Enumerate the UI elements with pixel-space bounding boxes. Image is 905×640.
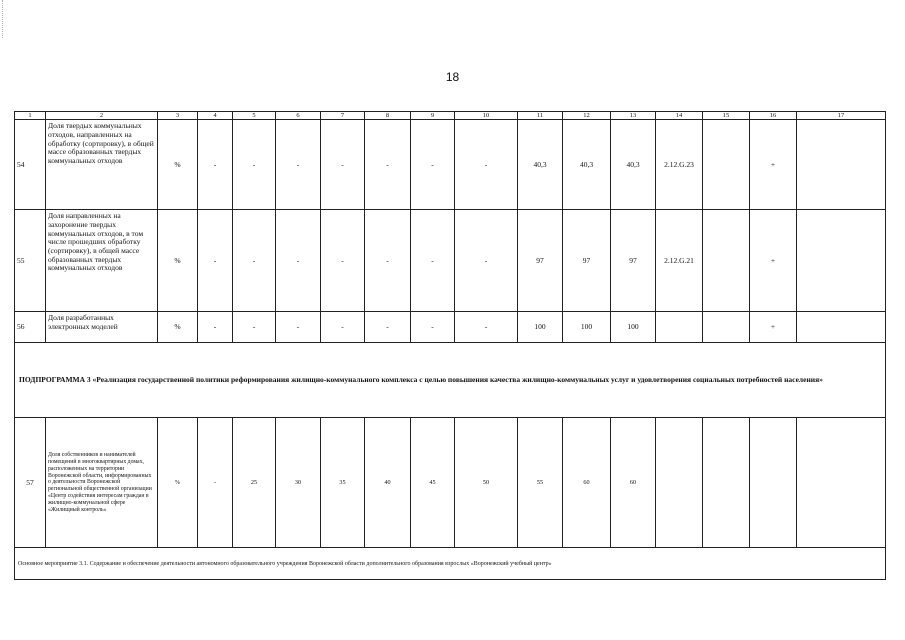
value-cell: -: [276, 120, 321, 210]
value-cell: -: [233, 120, 276, 210]
value-cell: 100: [518, 312, 563, 343]
row-number: 57: [15, 418, 46, 548]
value-cell: 30: [276, 418, 321, 548]
value-cell: 50: [455, 418, 518, 548]
row-number: 55: [15, 210, 46, 312]
value-cell: [703, 120, 750, 210]
header-cell: 4: [198, 112, 233, 120]
page-number: 18: [445, 70, 460, 84]
table-row: [15, 418, 886, 548]
value-cell: -: [233, 210, 276, 312]
header-cell: 7: [321, 112, 365, 120]
header-cell: 1: [15, 112, 46, 120]
unit-cell: %: [158, 120, 198, 210]
subprogram-title: ПОДПРОГРАММА 3 «Реализация государственной политики реформирования жилищно-коммунального комплекса с целью повышения качества жилищно-коммунальных услуг и удовлетворения социальных потребностей населения»: [15, 343, 886, 418]
main-event-text: Основное мероприятие 3.1. Содержание и обеспечение деятельности автономного образовательного учреждения Воронежской области дополнительного образования взрослых «Воронежский учебный центр»: [15, 548, 886, 580]
value-cell: 45: [411, 418, 455, 548]
header-cell: 14: [656, 112, 703, 120]
mark-cell: +: [750, 120, 797, 210]
table-row: [15, 210, 886, 312]
header-cell: 6: [276, 112, 321, 120]
value-cell: [703, 312, 750, 343]
value-cell: 100: [563, 312, 611, 343]
row-number: 56: [15, 312, 46, 343]
value-cell: -: [276, 210, 321, 312]
header-row: [15, 112, 886, 120]
mark-cell: [750, 418, 797, 548]
value-cell: [797, 120, 886, 210]
subprogram-row: [15, 343, 886, 418]
value-cell: -: [365, 312, 411, 343]
table-row: [15, 120, 886, 210]
value-cell: [703, 418, 750, 548]
value-cell: -: [365, 210, 411, 312]
value-cell: 40: [365, 418, 411, 548]
header-cell: 15: [703, 112, 750, 120]
mark-cell: +: [750, 210, 797, 312]
value-cell: 97: [611, 210, 656, 312]
value-cell: -: [276, 312, 321, 343]
value-cell: 60: [563, 418, 611, 548]
value-cell: [797, 312, 886, 343]
value-cell: -: [365, 120, 411, 210]
value-cell: 60: [611, 418, 656, 548]
value-cell: 40,3: [518, 120, 563, 210]
value-cell: [797, 210, 886, 312]
header-cell: 10: [455, 112, 518, 120]
value-cell: 97: [518, 210, 563, 312]
indicator-description: Доля твердых коммунальных отходов, направленных на обработку (сортировку), в общей массе образованных твердых коммунальных отходов: [46, 120, 158, 210]
value-cell: 97: [563, 210, 611, 312]
value-cell: -: [233, 312, 276, 343]
value-cell: -: [455, 120, 518, 210]
value-cell: -: [411, 210, 455, 312]
value-cell: 40,3: [563, 120, 611, 210]
header-cell: 13: [611, 112, 656, 120]
main-event-row: [15, 548, 886, 580]
header-cell: 5: [233, 112, 276, 120]
header-cell: 12: [563, 112, 611, 120]
header-cell: 3: [158, 112, 198, 120]
value-cell: -: [321, 120, 365, 210]
code-cell: 2.12.G.23: [656, 120, 703, 210]
header-cell: 2: [46, 112, 158, 120]
indicator-description: Доля направленных на захоронение твердых коммунальных отходов, в том числе прошедших обработку (сортировку), в общей массе образованных твердых коммунальных отходов: [46, 210, 158, 312]
value-cell: -: [455, 210, 518, 312]
value-cell: [703, 210, 750, 312]
value-cell: -: [198, 312, 233, 343]
scan-edge-mark: [2, 0, 4, 38]
value-cell: -: [198, 120, 233, 210]
value-cell: 25: [233, 418, 276, 548]
row-number: 54: [15, 120, 46, 210]
header-cell: 16: [750, 112, 797, 120]
value-cell: -: [198, 210, 233, 312]
mark-cell: +: [750, 312, 797, 343]
indicator-description: Доля собственников и нанимателей помещений в многоквартирных домах, расположенных на территории Воронежской области, информированных о деятельности Воронежской региональной общественной организации «Центр содействия интересам граждан в жилищно-коммунальной сфере «Жилищный контроль»: [46, 418, 158, 548]
value-cell: 55: [518, 418, 563, 548]
unit-cell: %: [158, 418, 198, 548]
code-cell: [656, 418, 703, 548]
header-cell: 8: [365, 112, 411, 120]
value-cell: 100: [611, 312, 656, 343]
table-row: [15, 312, 886, 343]
value-cell: -: [411, 120, 455, 210]
indicators-table: [14, 111, 886, 580]
code-cell: [656, 312, 703, 343]
value-cell: -: [198, 418, 233, 548]
value-cell: -: [455, 312, 518, 343]
header-cell: 9: [411, 112, 455, 120]
header-cell: 17: [797, 112, 886, 120]
value-cell: 40,3: [611, 120, 656, 210]
code-cell: 2.12.G.21: [656, 210, 703, 312]
value-cell: -: [321, 210, 365, 312]
value-cell: [797, 418, 886, 548]
unit-cell: %: [158, 210, 198, 312]
value-cell: -: [321, 312, 365, 343]
value-cell: -: [411, 312, 455, 343]
value-cell: 35: [321, 418, 365, 548]
header-cell: 11: [518, 112, 563, 120]
indicator-description: Доля разработанных электронных моделей: [46, 312, 158, 343]
unit-cell: %: [158, 312, 198, 343]
